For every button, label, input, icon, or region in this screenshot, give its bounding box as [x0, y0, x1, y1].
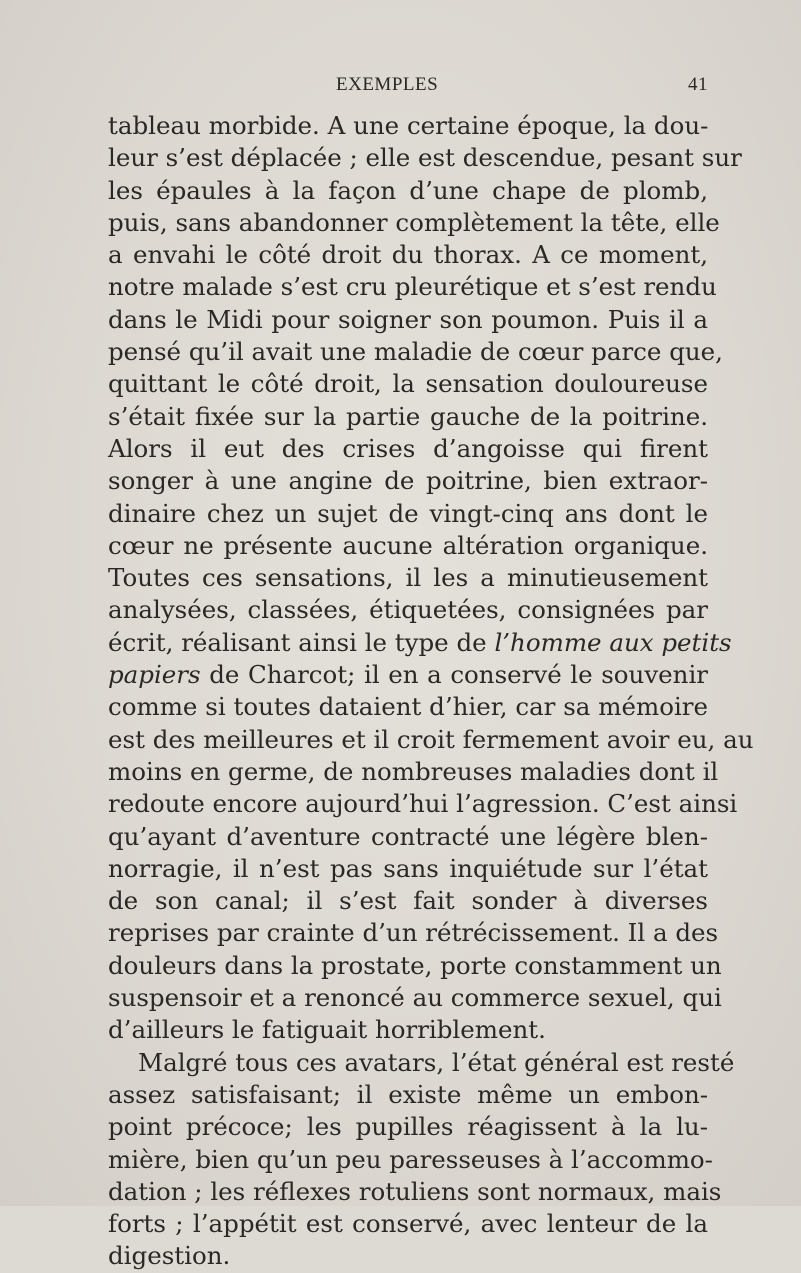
text-line: notre malade s’est cru pleurétique et s’est rendu [108, 272, 717, 302]
text-line: dinaire chez un sujet de vingt-cinq ans dont le [108, 498, 708, 528]
text-line: quittant le côté droit, la sensation douloureuse [108, 369, 708, 399]
text-line: assez satisfaisant; il existe même un embon- [108, 1079, 708, 1109]
text-line: s’était fixée sur la partie gauche de la poitrine. [108, 401, 708, 431]
text-line: pensé qu’il avait une maladie de cœur parce que, [108, 337, 723, 367]
text-line: dation ; les réflexes rotuliens sont normaux, mais [108, 1176, 722, 1206]
text-line: a envahi le côté droit du thorax. A ce moment, [108, 240, 708, 270]
text-line: redoute encore aujourd’hui l’agression. C’est ainsi [108, 789, 738, 819]
text-line: moins en germe, de nombreuses maladies dont il [108, 756, 719, 786]
text-line: les épaules à la façon d’une chape de plomb, [108, 175, 708, 205]
text-line: digestion. [108, 1241, 231, 1271]
text-line: de son canal; il s’est fait sonder à diverses [108, 886, 708, 916]
text-line: est des meilleures et il croit fermement avoir eu, au [108, 724, 754, 754]
text-line: puis, sans abandonner complètement la tête, elle [108, 207, 720, 237]
text-line: forts ; l’appétit est conservé, avec lenteur de la [108, 1209, 708, 1239]
text-line: analysées, classées, étiquetées, consignées par [108, 595, 708, 625]
line-text: de Charcot; il en a conservé le souvenir [200, 660, 708, 690]
text-line: suspensoir et a renoncé au commerce sexuel, qui [108, 983, 722, 1013]
text-line: Malgré tous ces avatars, l’état général est resté [138, 1047, 735, 1077]
text-line: d’ailleurs le fatiguait horriblement. [108, 1015, 546, 1045]
text-line: cœur ne présente aucune altération organique. [108, 530, 708, 560]
page-number: 41 [688, 74, 708, 95]
italic-phrase: l’homme aux petits [494, 627, 732, 657]
text-line: point précoce; les pupilles réagissent à la lu- [108, 1112, 708, 1142]
text-line: qu’ayant d’aventure contracté une légère blen- [108, 821, 708, 851]
body-text [108, 110, 754, 1273]
page-header [108, 74, 708, 100]
text-line: Alors il eut des crises d’angoisse qui firent [108, 433, 708, 463]
text-line: comme si toutes dataient d’hier, car sa mémoire [108, 692, 708, 722]
text-line: douleurs dans la prostate, porte constamment un [108, 950, 722, 980]
text-line: reprises par crainte d’un rétrécissement. Il a des [108, 918, 719, 948]
text-line: tableau morbide. A une certaine époque, la dou- [108, 111, 709, 140]
running-title: EXEMPLES [336, 74, 439, 95]
text-line: norragie, il n’est pas sans inquiétude sur l’état [108, 853, 708, 883]
italic-phrase: papiers [108, 660, 201, 690]
text-line: Toutes ces sensations, il les a minutieusement [108, 563, 708, 593]
text-line-italic-ref [108, 659, 708, 691]
text-line: mière, bien qu’un peu paresseuses à l’accommo- [108, 1144, 713, 1174]
text-line: songer à une angine de poitrine, bien extraor- [108, 466, 708, 496]
text-line: dans le Midi pour soigner son poumon. Puis il a [108, 304, 708, 334]
text-line: leur s’est déplacée ; elle est descendue, pesant sur [108, 143, 742, 173]
text-line-italic-ref [108, 627, 732, 659]
line-text: écrit, réalisant ainsi le type de [108, 627, 495, 657]
